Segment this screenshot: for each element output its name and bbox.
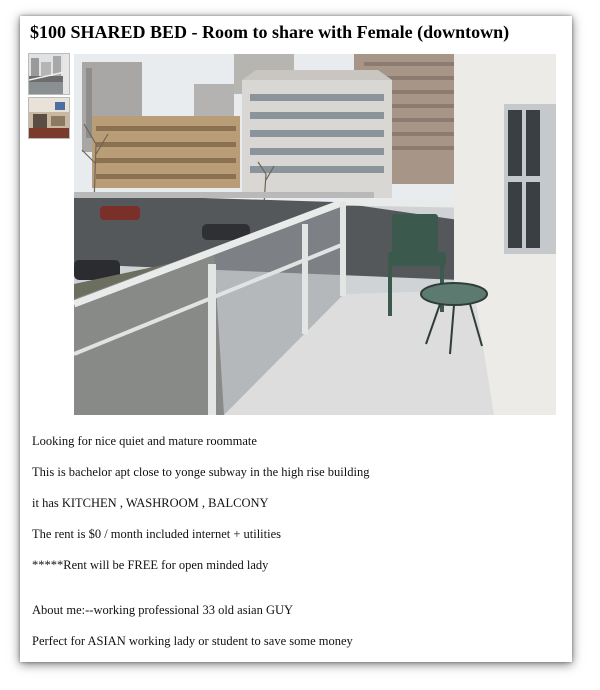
paragraph-spacer — [32, 589, 562, 603]
about-line: About me:--working professional 33 old asian GUY — [32, 603, 294, 617]
description-line: *****Rent will be FREE for open minded lady — [32, 558, 269, 572]
main-photo-balcony[interactable] — [74, 54, 556, 415]
description-line: Looking for nice quiet and mature roommate — [32, 434, 257, 448]
balcony-street-view-image — [74, 54, 556, 415]
description-line: The rent is $0 / month included internet + utilities — [32, 527, 282, 541]
about-line: Perfect for ASIAN working lady or student to save some money — [32, 634, 353, 648]
posting-card — [20, 16, 572, 662]
description-line: This is bachelor apt close to yonge subway in the high rise building — [32, 465, 370, 479]
posting-title: $100 SHARED BED - Room to share with Female (downtown) — [30, 22, 510, 42]
thumbnail-interior[interactable] — [28, 97, 70, 139]
description-line: it has KITCHEN , WASHROOM , BALCONY — [32, 496, 269, 510]
thumbnail-strip — [28, 53, 70, 141]
posting-body — [32, 434, 562, 665]
thumbnail-balcony[interactable] — [28, 53, 70, 95]
